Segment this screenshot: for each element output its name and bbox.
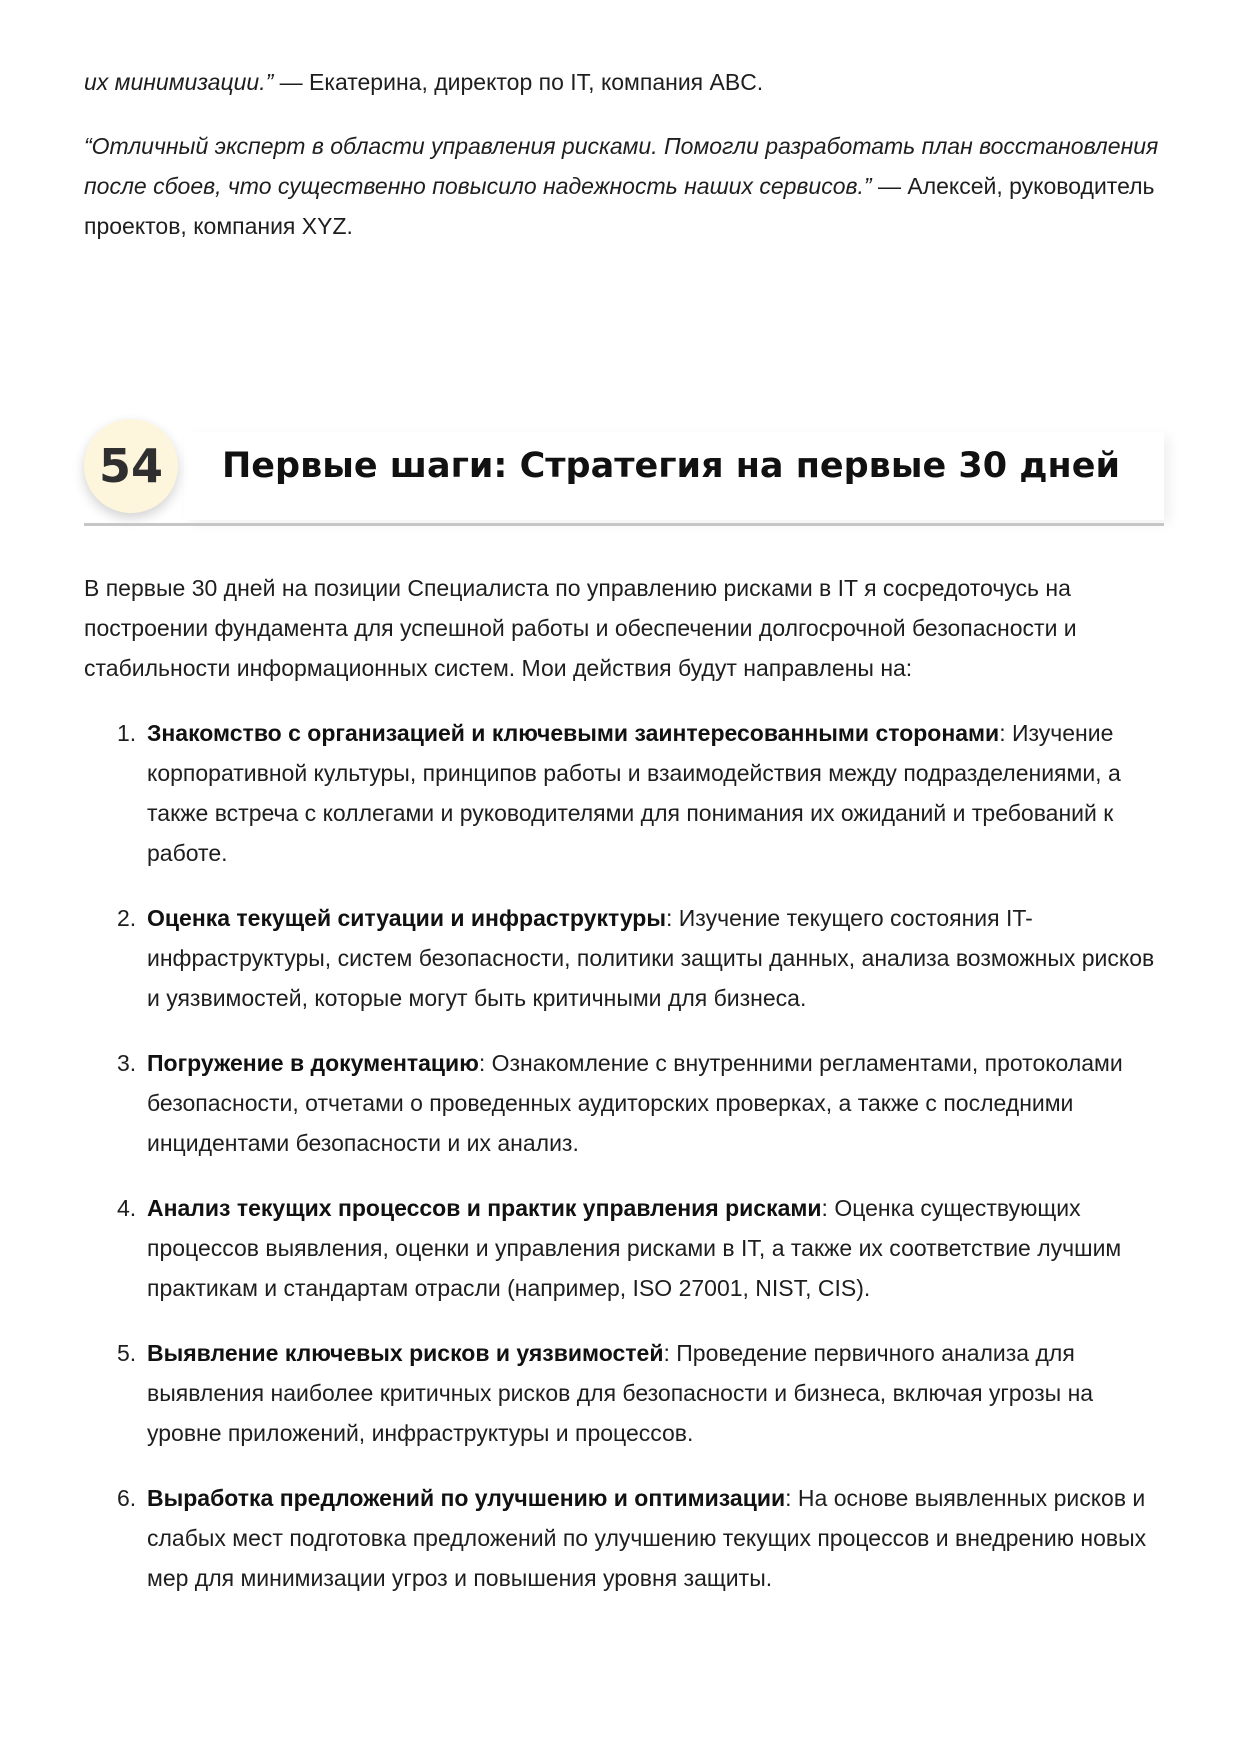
testimonial-author: — Алексей, руководитель проектов, компания XYZ. [84, 173, 1155, 239]
intro-paragraph: В первые 30 дней на позиции Специалиста по управлению рисками в IT я сосредоточусь на построении фундамента для успешной работы и обеспечении долгосрочной безопасности и стабильности информационных систем. Мои действия будут направлены на: [84, 575, 1077, 681]
list-item-text: : Проведение первичного анализа для выявления наиболее критичных рисков для безопасности и бизнеса, включая угрозы на уровне приложений, инфраструктуры и процессов. [147, 1340, 1094, 1446]
list-item-number: 2. [117, 905, 137, 931]
list-item-title: Знакомство с организацией и ключевыми заинтересованными сторонами [147, 720, 1000, 746]
list-item-text: : Изучение корпоративной культуры, принципов работы и взаимодействия между подразделениями, а также встреча с коллегами и руководителями для понимания их ожиданий и требований к работе. [147, 720, 1121, 866]
section-title: Первые шаги: Стратегия на первые 30 дней [222, 446, 1121, 486]
list-item-text: : Оценка существующих процессов выявления, оценки и управления рисками в IT, а также их соответствие лучшим практикам и стандартам отрасли (например, ISO 27001, NIST, CIS). [147, 1195, 1122, 1301]
list-item-text: : Изучение текущего состояния IT-инфраструктуры, систем безопасности, политики защиты данных, анализа возможных рисков и уязвимостей, которые могут быть критичными для бизнеса. [147, 905, 1155, 1011]
testimonial-quote-text: их минимизации.” [84, 69, 274, 95]
header-divider [84, 523, 1164, 526]
section-number-badge: 54 [84, 419, 178, 513]
list-item-number: 5. [117, 1340, 137, 1366]
list-item-title: Анализ текущих процессов и практик управления рисками [147, 1195, 822, 1221]
list-item [84, 1043, 1164, 1163]
list-item-title: Выявление ключевых рисков и уязвимостей [147, 1340, 664, 1366]
list-item [84, 1333, 1164, 1453]
section-header [84, 414, 1164, 526]
list-item-text: : Ознакомление с внутренними регламентами, протоколами безопасности, отчетами о проведенных аудиторских проверках, а также с последними инцидентами безопасности и их анализ. [147, 1050, 1123, 1156]
list-item-number: 1. [117, 720, 137, 746]
list-item-title: Погружение в документацию [147, 1050, 479, 1076]
testimonial-quote-text: “Отличный эксперт в области управления рисками. Помогли разработать план восстановления после сбоев, что существенно повысило надежность наших сервисов.” [84, 133, 1159, 199]
steps-list [84, 713, 1164, 1623]
list-item-title: Выработка предложений по улучшению и оптимизации [147, 1485, 786, 1511]
testimonial [84, 126, 1164, 246]
testimonial-tail [84, 62, 1164, 102]
list-item-number: 3. [117, 1050, 137, 1076]
list-item-text: : На основе выявленных рисков и слабых мест подготовка предложений по улучшению текущих процессов и внедрению новых мер для минимизации угроз и повышения уровня защиты. [147, 1485, 1147, 1591]
list-item [84, 1478, 1164, 1598]
list-item [84, 713, 1164, 873]
list-item-title: Оценка текущей ситуации и инфраструктуры [147, 905, 666, 931]
testimonial-author: — Екатерина, директор по IT, компания ABC. [273, 69, 764, 95]
list-item [84, 898, 1164, 1018]
list-item [84, 1188, 1164, 1308]
list-item-number: 4. [117, 1195, 137, 1221]
list-item-number: 6. [117, 1485, 137, 1511]
